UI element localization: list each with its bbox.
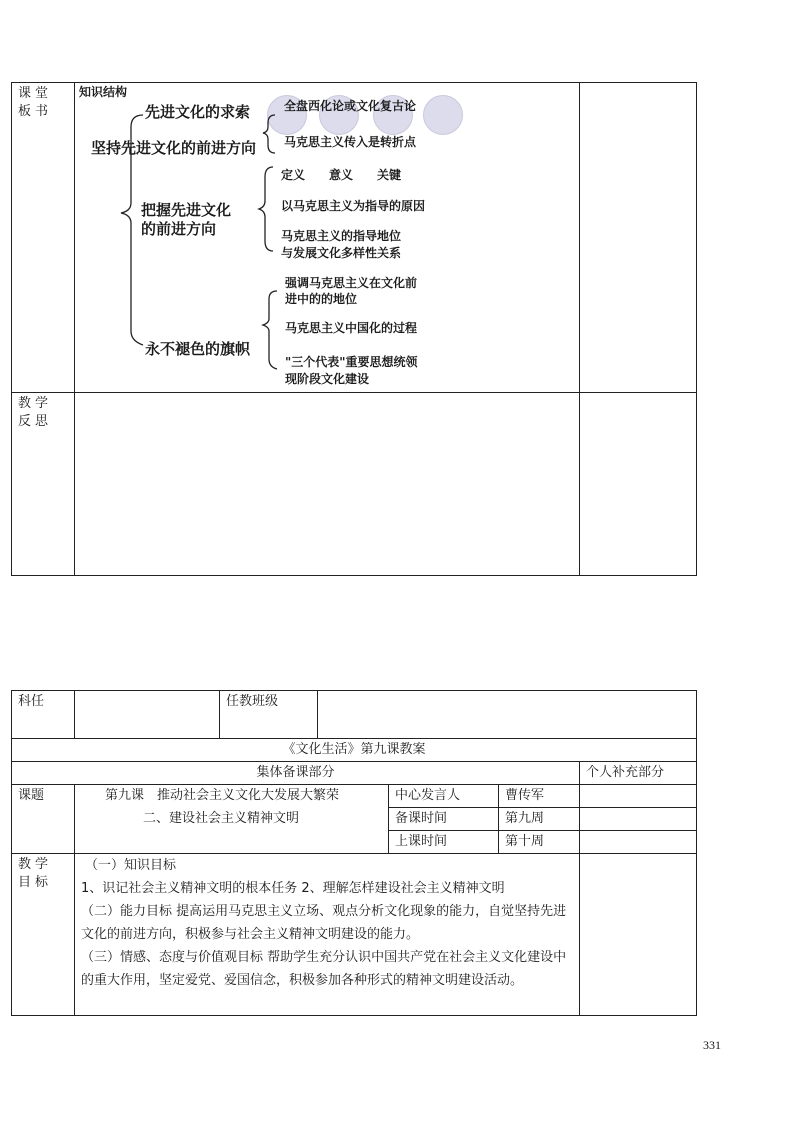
personal-header <box>580 762 697 785</box>
prep-time-label-text: 备课时间 <box>395 811 448 826</box>
diagram-vertical-title: 坚持先进文化的前进方向 <box>91 139 257 157</box>
subject-label-text: 科任 <box>18 694 45 709</box>
personal-header-text: 个人补充部分 <box>586 765 665 780</box>
branch2-item-2: 以马克思主义为指导的原因 <box>281 199 426 213</box>
class-label-text: 任教班级 <box>226 694 279 709</box>
class-time-label <box>389 831 499 854</box>
branch2-item-1: 定义 意义 关键 <box>281 168 402 182</box>
branch-title-1: 先进文化的求索 <box>145 103 251 121</box>
class-time-value <box>499 831 580 854</box>
topic-value <box>75 785 389 854</box>
speaker-extra <box>580 785 697 808</box>
page-number: 331 <box>703 1038 721 1052</box>
speaker-label <box>389 785 499 808</box>
plan-title-text: 《文化生活》第九课教案 <box>282 742 426 757</box>
diagram-heading: 知识结构 <box>79 85 128 99</box>
objectives-label-text: 教学目标 <box>18 857 53 890</box>
board-table <box>11 82 697 576</box>
class-label <box>220 691 318 739</box>
topic-line-2: 二、建设社会主义精神文明 <box>143 811 300 826</box>
row-label-reflection <box>12 393 75 576</box>
objective-line: （二）能力目标 提高运用马克思主义立场、观点分析文化现象的能力，自觉坚持先进文化的前进方向，积极参与社会主义精神文明建设的能力。 <box>81 904 567 942</box>
class-time-label-text: 上课时间 <box>395 834 448 849</box>
branch2-item-3: 马克思主义的指导地位 <box>281 229 402 243</box>
lesson-plan-table <box>11 690 697 1016</box>
prep-time-extra <box>580 808 697 831</box>
objectives-label <box>12 854 75 1016</box>
branch2-item-4: 与发展文化多样性关系 <box>281 246 402 260</box>
objectives-extra <box>580 854 697 1016</box>
board-extra-cell <box>580 83 697 393</box>
prep-time-label <box>389 808 499 831</box>
reflection-extra-cell <box>580 393 697 576</box>
speaker-value <box>499 785 580 808</box>
topic-label-text: 课题 <box>18 788 45 803</box>
class-value <box>318 691 697 739</box>
class-time-extra <box>580 831 697 854</box>
branch3-item-1: 强调马克思主义在文化前 <box>285 276 418 290</box>
topic-label <box>12 785 75 854</box>
branch3-item-2: 进中的的地位 <box>285 292 358 306</box>
branch3-item-3: 马克思主义中国化的过程 <box>285 321 418 335</box>
speaker-label-text: 中心发言人 <box>395 788 461 803</box>
subject-label <box>12 691 75 739</box>
plan-title <box>12 739 697 762</box>
reflection-content <box>75 393 580 576</box>
group-prep-header <box>12 762 580 785</box>
branch-title-3: 永不褪色的旗帜 <box>145 340 251 358</box>
branch-title-2-line1: 把握先进文化 <box>141 201 232 219</box>
prep-time-value-text: 第九周 <box>505 811 545 826</box>
knowledge-diagram-cell <box>75 83 580 393</box>
objective-line: （三）情感、态度与价值观目标 帮助学生充分认识中国共产党在社会主义文化建设中的重大作用，坚定爱党、爱国信念，积极参加各种形式的精神文明建设活动。 <box>81 950 567 988</box>
class-time-value-text: 第十周 <box>505 834 545 849</box>
speaker-value-text: 曹传军 <box>505 788 545 803</box>
objective-line: （一）知识目标 <box>85 858 177 873</box>
branch3-item-5: 现阶段文化建设 <box>285 372 370 386</box>
branch1-item-2: 马克思主义传入是转折点 <box>284 135 417 149</box>
prep-time-value <box>499 808 580 831</box>
subject-value <box>75 691 220 739</box>
objective-line: 1、识记社会主义精神文明的根本任务 2、理解怎样建设社会主义精神文明 <box>81 881 505 896</box>
branch1-item-1: 全盘西化论或文化复古论 <box>284 99 417 113</box>
topic-line-1: 第九课 推动社会主义文化大发展大繁荣 <box>105 788 340 803</box>
branch-title-2-line2: 的前进方向 <box>141 220 217 238</box>
objectives-content <box>75 854 580 1016</box>
group-prep-text: 集体备课部分 <box>256 765 335 780</box>
reflection-label: 教学反思 <box>18 396 53 429</box>
board-label: 课堂板书 <box>18 86 53 119</box>
knowledge-diagram <box>75 83 575 387</box>
branch3-item-4: "三个代表"重要思想统领 <box>285 355 418 369</box>
row-label-board <box>12 83 75 393</box>
